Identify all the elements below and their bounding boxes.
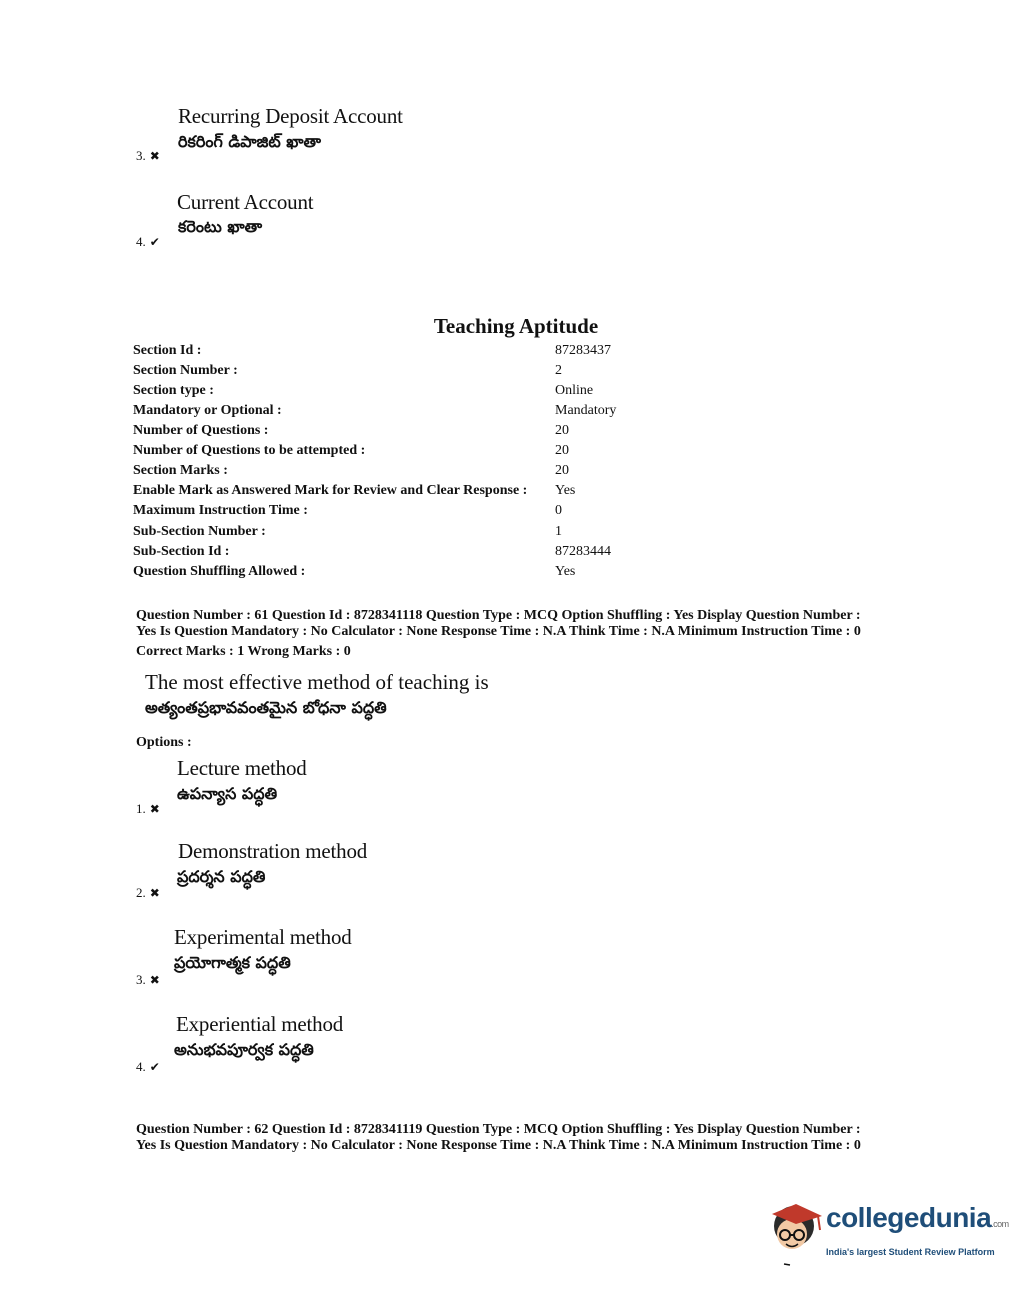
q62-info-line-1: Question Number : 62 Question Id : 8728341119 Question Type : MCQ Option Shuffling : Yes Display Question Number : xyxy=(136,1122,861,1137)
section-row-label: Number of Questions : xyxy=(133,423,269,438)
section-row-value: Online xyxy=(555,383,594,398)
section-row xyxy=(133,483,953,503)
section-row xyxy=(133,443,953,463)
section-row-value: 1 xyxy=(555,524,562,539)
q61-option-2-telugu: ప్రదర్శన పద్ధతి xyxy=(177,867,266,886)
section-row-value: 20 xyxy=(555,423,569,438)
section-row-label: Section Number : xyxy=(133,363,238,378)
q61-option-4-english: Experiential method xyxy=(176,1012,344,1036)
q61-option-3-english: Experimental method xyxy=(174,925,352,949)
q61-info-line-3: Correct Marks : 1 Wrong Marks : 0 xyxy=(136,644,351,659)
section-row-value: 20 xyxy=(555,463,569,478)
q61-option-3-number-row xyxy=(136,972,162,988)
prev-option-3-number: 3. xyxy=(136,148,146,163)
section-row-value: Mandatory xyxy=(555,403,617,418)
section-row xyxy=(133,564,953,584)
section-row-label: Sub-Section Id : xyxy=(133,544,230,559)
q61-option-1-english: Lecture method xyxy=(177,756,307,780)
q61-option-4-number: 4. xyxy=(136,1059,146,1074)
section-row-label: Section type : xyxy=(133,383,214,398)
section-row-label: Sub-Section Number : xyxy=(133,524,266,539)
wrong-mark-icon: ✖ xyxy=(149,886,160,900)
q61-option-3-number: 3. xyxy=(136,972,146,987)
section-row-value: 87283444 xyxy=(555,544,611,559)
q61-option-1-number: 1. xyxy=(136,801,146,816)
collegedunia-logo xyxy=(766,1198,1009,1268)
logo-tagline: India's largest Student Review Platform xyxy=(826,1247,995,1257)
section-row-label: Enable Mark as Answered Mark for Review and Clear Response : xyxy=(133,483,528,498)
prev-option-4-number-row xyxy=(136,234,162,250)
wrong-mark-icon: ✖ xyxy=(149,973,160,987)
section-row xyxy=(133,423,953,443)
section-row xyxy=(133,524,953,544)
wrong-mark-icon: ✖ xyxy=(149,802,160,816)
prev-option-4-english: Current Account xyxy=(177,190,314,214)
prev-option-3-number-row xyxy=(136,148,162,164)
q61-option-2-number-row xyxy=(136,885,162,901)
correct-mark-icon: ✔ xyxy=(149,1060,160,1074)
prev-option-3-telugu: రికరింగ్ డిపాజిట్ ఖాతా xyxy=(178,132,322,151)
logo-suffix: .com xyxy=(991,1219,1009,1229)
prev-option-4-number: 4. xyxy=(136,234,146,249)
q61-option-3-telugu: ప్రయోగాత్మక పద్ధతి xyxy=(174,953,291,972)
section-row xyxy=(133,363,953,383)
section-row-label: Number of Questions to be attempted : xyxy=(133,443,366,458)
section-row-label: Section Marks : xyxy=(133,463,228,478)
section-row xyxy=(133,503,953,523)
options-label: Options : xyxy=(136,735,192,750)
section-row xyxy=(133,383,953,403)
prev-option-3-english: Recurring Deposit Account xyxy=(178,104,403,128)
section-row-value: 2 xyxy=(555,363,562,378)
section-row-label: Section Id : xyxy=(133,343,202,358)
q61-option-1-number-row xyxy=(136,801,162,817)
q61-option-2-english: Demonstration method xyxy=(178,839,368,863)
section-row-label: Mandatory or Optional : xyxy=(133,403,282,418)
section-row-label: Maximum Instruction Time : xyxy=(133,503,308,518)
q61-info-line-1: Question Number : 61 Question Id : 8728341118 Question Type : MCQ Option Shuffling : Yes Display Question Number : xyxy=(136,608,861,623)
section-row-value: 0 xyxy=(555,503,562,518)
section-row-value: 20 xyxy=(555,443,569,458)
section-row-value: Yes xyxy=(555,564,576,579)
section-row xyxy=(133,343,953,363)
q61-option-2-number: 2. xyxy=(136,885,146,900)
q61-option-1-telugu: ఉపన్యాస పద్ధతి xyxy=(177,784,278,803)
q61-info-line-2: Yes Is Question Mandatory : No Calculator : None Response Time : N.A Think Time : N.A Minimum Instruction Time : 0 xyxy=(136,624,861,639)
q62-info-line-2: Yes Is Question Mandatory : No Calculator : None Response Time : N.A Think Time : N.A Minimum Instruction Time : 0 xyxy=(136,1138,861,1153)
correct-mark-icon: ✔ xyxy=(149,235,160,249)
section-row-value: 87283437 xyxy=(555,343,611,358)
section-row xyxy=(133,403,953,423)
student-mascot-icon xyxy=(766,1198,824,1268)
q61-option-4-telugu: అనుభవపూర్వక పద్ధతి xyxy=(174,1040,314,1059)
prev-option-4-telugu: కరెంటు ఖాతా xyxy=(178,217,263,236)
section-row-value: Yes xyxy=(555,483,576,498)
logo-name: collegedunia xyxy=(826,1202,992,1233)
section-row xyxy=(133,463,953,483)
section-row xyxy=(133,544,953,564)
wrong-mark-icon: ✖ xyxy=(149,149,160,163)
section-row-label: Question Shuffling Allowed : xyxy=(133,564,306,579)
q61-text-telugu: అత్యంతప్రభావవంతమైన బోధనా పద్ధతి xyxy=(145,698,387,717)
q61-text-english: The most effective method of teaching is xyxy=(145,670,489,694)
q61-option-4-number-row xyxy=(136,1059,162,1075)
section-title: Teaching Aptitude xyxy=(433,314,599,338)
